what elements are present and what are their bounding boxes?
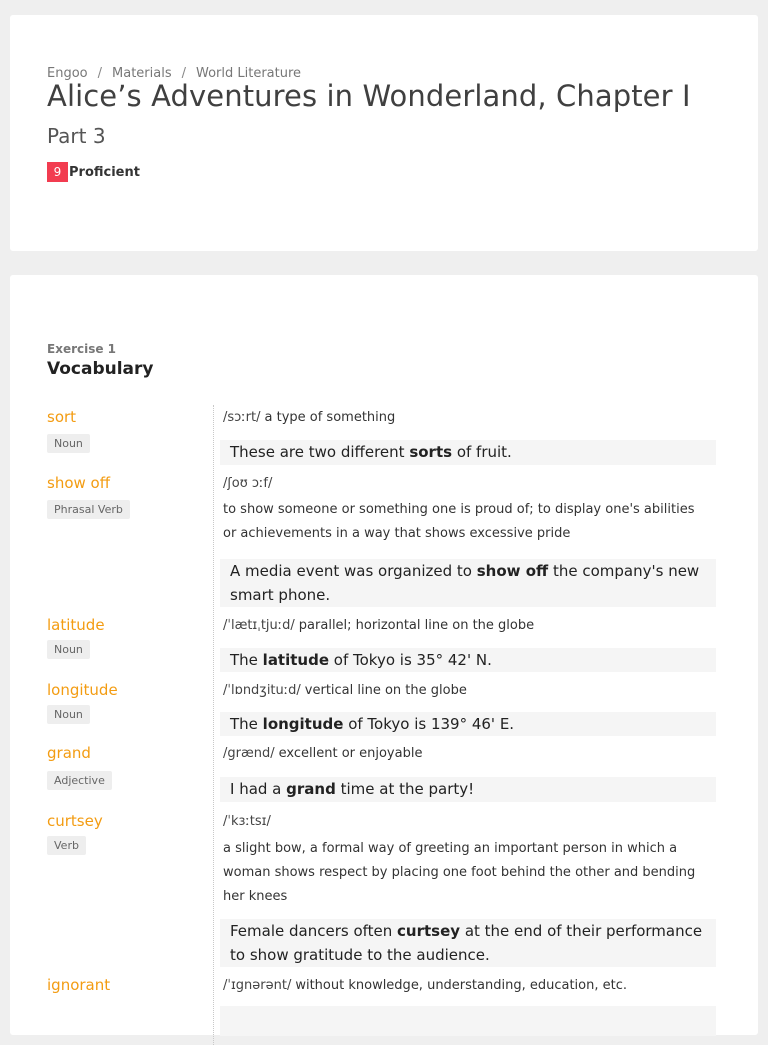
vocab-definition-text: parallel; horizontal line on the globe bbox=[298, 618, 535, 633]
part-of-speech-badge: Noun bbox=[47, 640, 90, 659]
part-of-speech-badge: Adjective bbox=[47, 771, 112, 790]
breadcrumb-separator: / bbox=[97, 66, 103, 81]
exercise-card bbox=[10, 275, 758, 1035]
vocab-definition bbox=[223, 472, 718, 546]
vocab-definition bbox=[223, 742, 718, 766]
example-highlight: latitude bbox=[262, 651, 330, 669]
vocab-term: curtsey bbox=[47, 812, 103, 830]
vocab-definition-text: a slight bow, a formal way of greeting an important person in which a woman shows respect by placing one foot behind the other and bending her knees bbox=[223, 841, 696, 904]
vocab-definition-text: excellent or enjoyable bbox=[278, 746, 423, 761]
vocab-term: grand bbox=[47, 744, 91, 762]
breadcrumb-engoo[interactable]: Engoo bbox=[47, 66, 88, 81]
example-highlight: longitude bbox=[262, 715, 344, 733]
page-subtitle: Part 3 bbox=[47, 124, 106, 148]
example-sentence bbox=[220, 712, 716, 736]
level-label: Proficient bbox=[69, 164, 140, 180]
lesson-header-card bbox=[10, 15, 758, 251]
example-sentence bbox=[220, 919, 716, 967]
example-sentence bbox=[220, 440, 716, 465]
vocab-definition bbox=[223, 614, 718, 638]
part-of-speech-badge: Phrasal Verb bbox=[47, 500, 130, 519]
example-text: of Tokyo is 139° 46' E. bbox=[343, 715, 515, 733]
vocab-pronunciation: /ˈlɒndʒituːd/ bbox=[223, 683, 301, 698]
breadcrumb-separator: / bbox=[181, 66, 186, 81]
level-badge bbox=[47, 162, 140, 182]
example-highlight: curtsey bbox=[397, 922, 461, 940]
vocab-pronunciation: /sɔːrt/ bbox=[223, 410, 261, 425]
vocab-definition-text: to show someone or something one is proud of; to display one's abilities or achievements in a way that shows excessive pride bbox=[223, 502, 695, 541]
vocab-definition bbox=[223, 810, 718, 909]
example-text: A media event was organized to bbox=[230, 562, 477, 580]
example-text: of fruit. bbox=[452, 443, 512, 461]
part-of-speech-badge: Noun bbox=[47, 434, 90, 453]
example-text: of Tokyo is 35° 42' N. bbox=[329, 651, 492, 669]
exercise-title: Vocabulary bbox=[47, 359, 154, 379]
page-title: Alice’s Adventures in Wonderland, Chapter I bbox=[47, 79, 691, 113]
vocab-term: show off bbox=[47, 474, 111, 492]
level-number: 9 bbox=[47, 162, 68, 182]
example-sentence bbox=[220, 1006, 716, 1036]
column-divider bbox=[213, 405, 214, 1045]
example-sentence bbox=[220, 559, 716, 607]
vocab-definition bbox=[223, 406, 718, 430]
exercise-label: Exercise 1 bbox=[47, 342, 117, 356]
example-text: the company's new smart phone. bbox=[230, 562, 700, 604]
example-highlight: show off bbox=[476, 562, 549, 580]
vocab-pronunciation: /grænd/ bbox=[223, 746, 275, 761]
part-of-speech-badge: Verb bbox=[47, 836, 86, 855]
example-text: Female dancers often bbox=[230, 922, 398, 940]
example-highlight: grand bbox=[286, 780, 336, 798]
example-sentence bbox=[220, 777, 716, 802]
example-text: The bbox=[230, 715, 263, 733]
vocab-term: sort bbox=[47, 408, 77, 426]
vocab-term: longitude bbox=[47, 681, 118, 699]
vocab-definition bbox=[223, 974, 718, 998]
example-highlight: sorts bbox=[409, 443, 453, 461]
example-text: These are two different bbox=[230, 443, 410, 461]
vocab-pronunciation: /ˈɪgnərənt/ bbox=[223, 978, 292, 993]
example-text: time at the party! bbox=[335, 780, 475, 798]
vocab-definition-text: a type of something bbox=[264, 410, 396, 425]
vocab-pronunciation: /ʃoʊ ɔːf/ bbox=[223, 476, 273, 491]
vocab-definition bbox=[223, 679, 718, 703]
breadcrumb-world-literature[interactable]: World Literature bbox=[196, 66, 302, 81]
vocab-term: latitude bbox=[47, 616, 105, 634]
vocab-term: ignorant bbox=[47, 976, 111, 994]
example-text: I had a bbox=[230, 780, 287, 798]
vocab-definition-text: vertical line on the globe bbox=[304, 683, 467, 698]
vocab-pronunciation: /ˈlætɪˌtjuːd/ bbox=[223, 618, 295, 633]
vocab-pronunciation: /ˈkɜːtsɪ/ bbox=[223, 814, 271, 829]
example-text: at the end of their performance to show gratitude to the audience. bbox=[230, 922, 703, 964]
vocab-definition-text: without knowledge, understanding, education, etc. bbox=[295, 978, 627, 993]
part-of-speech-badge: Noun bbox=[47, 705, 90, 724]
example-text: The bbox=[230, 651, 263, 669]
example-sentence bbox=[220, 648, 716, 672]
breadcrumb-materials[interactable]: Materials bbox=[112, 66, 172, 81]
